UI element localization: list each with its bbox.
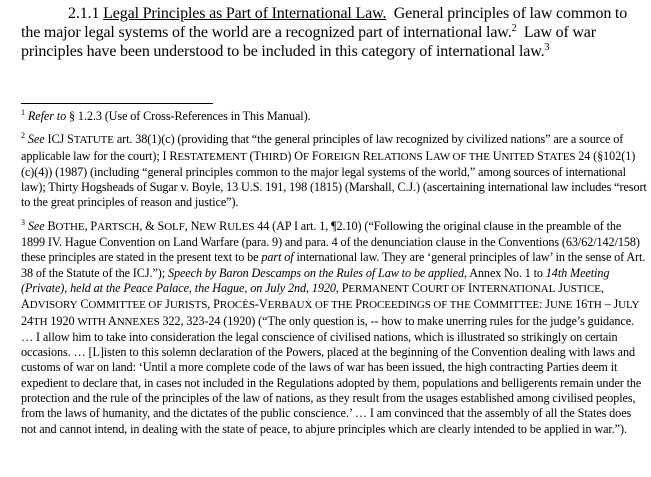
fn3-text: 44 (AP I art. 1, ¶2.10) (“Following the original clause in the preamble of the 1899 IV. Hague Convention on Land Warfare (para. 9) and para. 4 of the denunciation clause in the Conventions (63/62/142/158) these principles are stated in the present text to be	[21, 218, 640, 265]
footnote-ref-2[interactable]: 2	[511, 23, 517, 34]
fn2-text: AW OF THE	[432, 150, 490, 163]
fn3-text: : J	[539, 297, 550, 312]
fn3-text: ULY	[618, 299, 640, 312]
fn2-text: TATES	[543, 150, 576, 163]
fn2-text: (T	[249, 148, 261, 163]
fn2-text: ESTATEMENT	[177, 150, 247, 163]
fn3-text: -V	[254, 297, 268, 312]
fn2-text: L	[425, 148, 433, 163]
fn3-text: international law. They are ‘general principles of law’ in the sense of Art. 38 of the Statute of the ICJ.”);	[21, 250, 646, 280]
fn3-text: ULES	[227, 220, 255, 233]
section-heading: Legal Principles as Part of International Law.	[103, 5, 387, 22]
fn3-text: B	[47, 218, 56, 233]
fn3-text: OLF	[164, 220, 185, 233]
section-number: 2.1.1	[68, 5, 100, 22]
fn3-text: UNE	[549, 299, 573, 312]
fn3-italic: 14th Meeting (Private), held at the Peace Palace, the Hague, on July 2nd, 1920	[21, 265, 610, 295]
fn3-text: J	[165, 297, 170, 312]
fn3-text: ERBAUX OF THE	[267, 299, 353, 312]
footnote-1-mark: 1	[21, 108, 25, 117]
fn3-text: , A	[21, 280, 604, 312]
fn2-text: 24 (§102(1)(c)(4)) (1987) (including “general principles common to the major legal systems of the world,” among sources of international law); Thirty Hogsheads of Sugar v. Boyle, 13 U.S. 191, 198 (1815) (Marshall, C.J.) (ascertaining international law includes “resort to the great principles of reason and justice”).	[21, 148, 647, 210]
footnote-3	[21, 219, 647, 437]
fn3-text: EW	[199, 220, 217, 233]
fn3-text: , N	[184, 218, 200, 233]
footnote-1	[21, 109, 647, 124]
main-text-2: Law of war principles have been understood to be included in this category of international law.	[21, 24, 596, 60]
fn2-text: U	[492, 148, 502, 163]
fn3-text: 1920	[50, 313, 75, 328]
fn3-text: DVISORY	[29, 299, 78, 312]
fn2-text: HIRD	[260, 150, 288, 163]
fn3-text: TH	[587, 299, 602, 312]
fn2-text: R	[362, 148, 371, 163]
fn2-text: F	[311, 148, 319, 163]
fn3-text: , & S	[139, 218, 165, 233]
fn3-text: P	[355, 297, 362, 312]
fn2-text: TATUTE	[73, 134, 114, 147]
fn3-text: WITH	[77, 315, 106, 328]
fn3-text: ARTSCH	[97, 220, 140, 233]
footnote-3-see: See	[27, 218, 45, 233]
footnote-separator	[21, 103, 213, 104]
fn2-text: NITED	[501, 150, 535, 163]
fn2-text: S	[536, 148, 544, 163]
fn3-text: 16	[575, 297, 588, 312]
fn3-text: C	[80, 297, 89, 312]
fn3-italic: Speech by Baron Descamps on the Rules of Law to be applied	[167, 265, 465, 280]
fn3-text: , P	[335, 280, 349, 295]
fn3-text: , P	[84, 218, 98, 233]
fn3-text: A	[107, 313, 117, 328]
fn3-text: OMMITTEE OF	[88, 299, 163, 312]
footnote-3-mark: 3	[21, 217, 25, 227]
fn2-text: F	[303, 150, 310, 163]
fn3-text: TH	[33, 315, 48, 328]
fn3-text: I	[467, 280, 472, 295]
fn3-text: OTHE	[55, 220, 85, 233]
fn3-italic: part of	[261, 250, 294, 265]
fn2-text: ELATIONS	[370, 150, 423, 163]
footnote-2-mark: 2	[21, 131, 25, 141]
fn2-text: OREIGN	[318, 150, 360, 163]
fn3-text: C	[473, 297, 482, 312]
fn3-text: NTERNATIONAL	[471, 282, 556, 295]
fn2-text: ICJ S	[47, 132, 74, 147]
fn3-text: J	[558, 280, 563, 295]
fn3-text: URISTS	[169, 299, 208, 312]
footnote-ref-3[interactable]: 3	[544, 42, 550, 53]
fn3-text: OMMITTEE	[481, 299, 540, 312]
footnotes	[21, 109, 647, 445]
fn2-text: art. 38(1)(c) (providing that “the general principles of law recognized by civilized nations” are a source of applicable law for the court); I R	[21, 132, 624, 163]
footnote-2	[21, 132, 647, 210]
fn3-text: R	[219, 218, 228, 233]
fn3-text: ROCEEDINGS OF THE	[361, 299, 471, 312]
footnote-1-refer: Refer to	[27, 109, 67, 123]
fn3-text: USTICE	[562, 282, 601, 295]
fn3-text: , P	[207, 297, 220, 312]
fn3-text: – J	[604, 297, 619, 312]
fn2-text: ) O	[287, 148, 303, 163]
fn3-text: ERMANENT	[348, 282, 409, 295]
footnote-1-text: § 1.2.3 (Use of Cross-References in This Manual).	[68, 109, 311, 123]
main-paragraph	[21, 4, 647, 61]
fn3-text: C	[411, 280, 420, 295]
fn3-text: NNEXES	[116, 315, 160, 328]
fn3-text: OURT OF	[419, 282, 466, 295]
fn3-text: 322, 323-24 (1920) (“The only question is, -- how to make unerring rules for the judge’s guidance. … I allow him to take into consideration the legal conscience of civilised nations, which is illustrated so strikingly on certain occasions. … [L]isten to this solemn declaration of the Powers, placed at the beginning of the Convention dealing with laws and customs of war on land: ‘Until a more complete code of the laws of war has been issued, the high contracting Parties deem it expedient to declare that, in cases not included in the Regulations adopted by them, populations and belligerents remain under the protection and the rule of the principles of the law of nations, as they result from the usages established among civilised peoples, from the laws of humanity, and the dictates of the public conscience.’ … I am convinced that the assembly of all the States does not and cannot intend, in dealing with the state of peace, to abjure principles which are clearly intended to be applied in war.”).	[21, 313, 642, 436]
fn3-text: ROCÈS	[219, 299, 255, 312]
footnote-2-see: See	[27, 132, 45, 147]
fn3-text: 24	[21, 313, 34, 328]
fn3-text: , Annex No. 1 to	[464, 265, 543, 280]
main-text-1: General principles of law common to the major legal systems of the world are a recognized part of international law.	[21, 5, 628, 41]
